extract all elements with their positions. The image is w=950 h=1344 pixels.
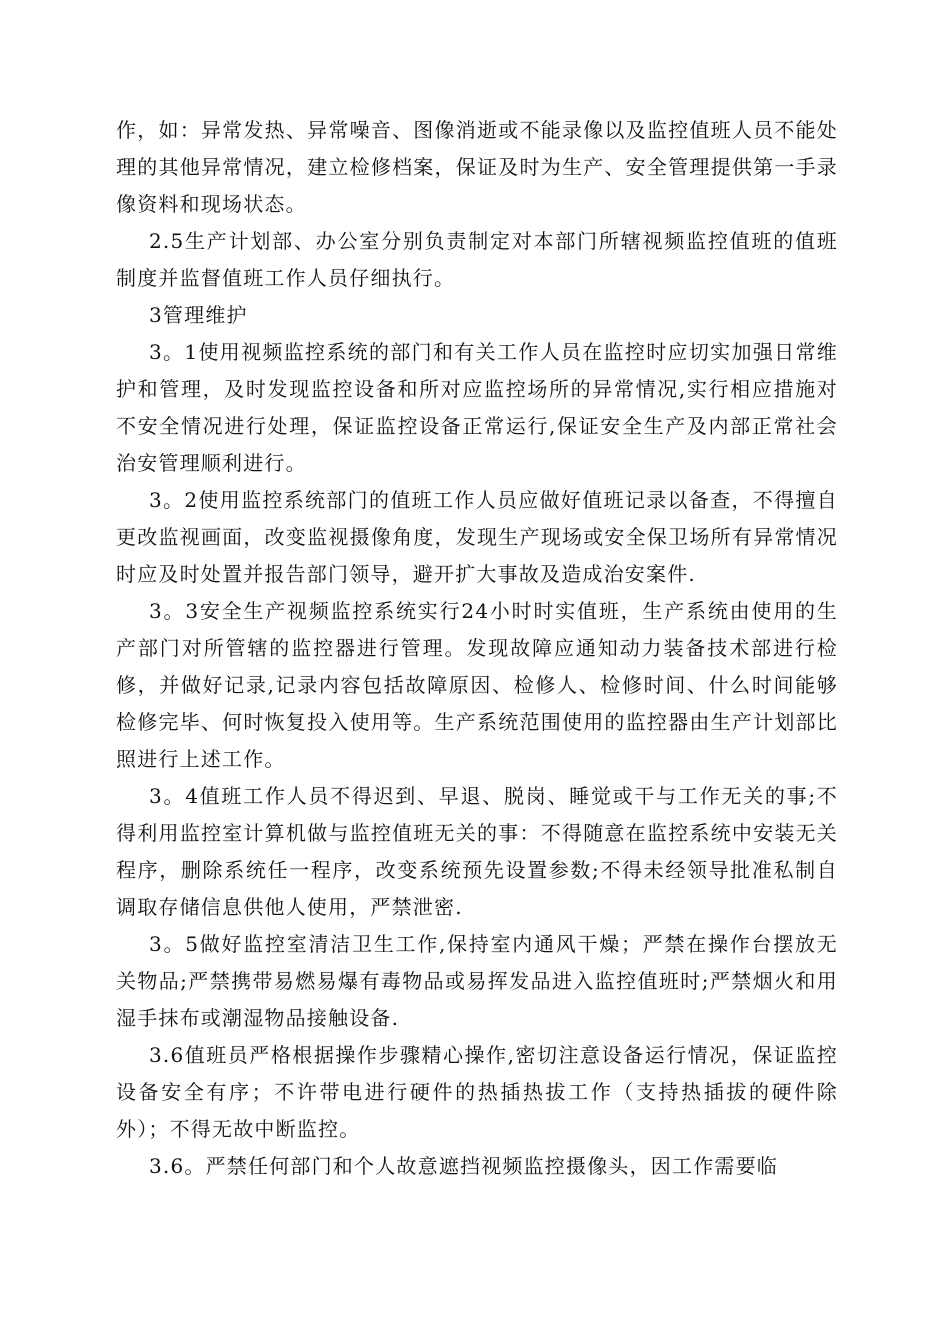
paragraph-3-5: 3。5做好监控室清洁卫生工作,保持室内通风干燥；严禁在操作台摆放无关物品;严禁携带易燃易爆有毒物品或易挥发品进入监控值班时;严禁烟火和用湿手抹布或潮湿物品接触设备. bbox=[116, 932, 838, 1030]
paragraph-3-3: 3。3安全生产视频监控系统实行24小时时实值班，生产系统由使用的生产部门对所管辖的监控器进行管理。发现故障应通知动力装备技术部进行检修，并做好记录,记录内容包括故障原因、检修人、检修时间、什么时间能够检修完毕、何时恢复投入使用等。生产系统范围使用的监控器由生产计划部比照进行上述工作。 bbox=[116, 599, 838, 771]
paragraph-3-2: 3。2使用监控系统部门的值班工作人员应做好值班记录以备查，不得擅自更改监视画面，改变监视摄像角度，发现生产现场或安全保卫场所有异常情况时应及时处置并报告部门领导，避开扩大事故及造成治安案件. bbox=[116, 488, 838, 586]
paragraph-2-5: 2.5生产计划部、办公室分别负责制定对本部门所辖视频监控值班的值班制度并监督值班工作人员仔细执行。 bbox=[116, 229, 838, 290]
paragraph-3-6-second: 3.6。严禁任何部门和个人故意遮挡视频监控摄像头，因工作需要临 bbox=[149, 1154, 779, 1178]
paragraph-3-4: 3。4值班工作人员不得迟到、早退、脱岗、睡觉或干与工作无关的事;不得利用监控室计算机做与监控值班无关的事：不得随意在监控系统中安装无关程序，删除系统任一程序，改变系统预先设置参数;不得未经领导批准私制自调取存储信息供他人使用，严禁泄密. bbox=[116, 784, 838, 919]
section-heading-3: 3管理维护 bbox=[149, 303, 248, 327]
paragraph-continuation: 作，如：异常发热、异常噪音、图像消逝或不能录像以及监控值班人员不能处理的其他异常情况，建立检修档案，保证及时为生产、安全管理提供第一手录像资料和现场状态。 bbox=[116, 118, 838, 216]
paragraph-3-6: 3.6值班员严格根据操作步骤精心操作,密切注意设备运行情况，保证监控设备安全有序；不许带电进行硬件的热插热拔工作（支持热插拔的硬件除外）；不得无故中断监控。 bbox=[116, 1043, 838, 1141]
document-body bbox=[116, 112, 838, 1185]
paragraph-3-1: 3。1使用视频监控系统的部门和有关工作人员在监控时应切实加强日常维护和管理，及时发现监控设备和所对应监控场所的异常情况,实行相应措施对不安全情况进行处理，保证监控设备正常运行,保证安全生产及内部正常社会治安管理顺利进行。 bbox=[116, 340, 838, 475]
